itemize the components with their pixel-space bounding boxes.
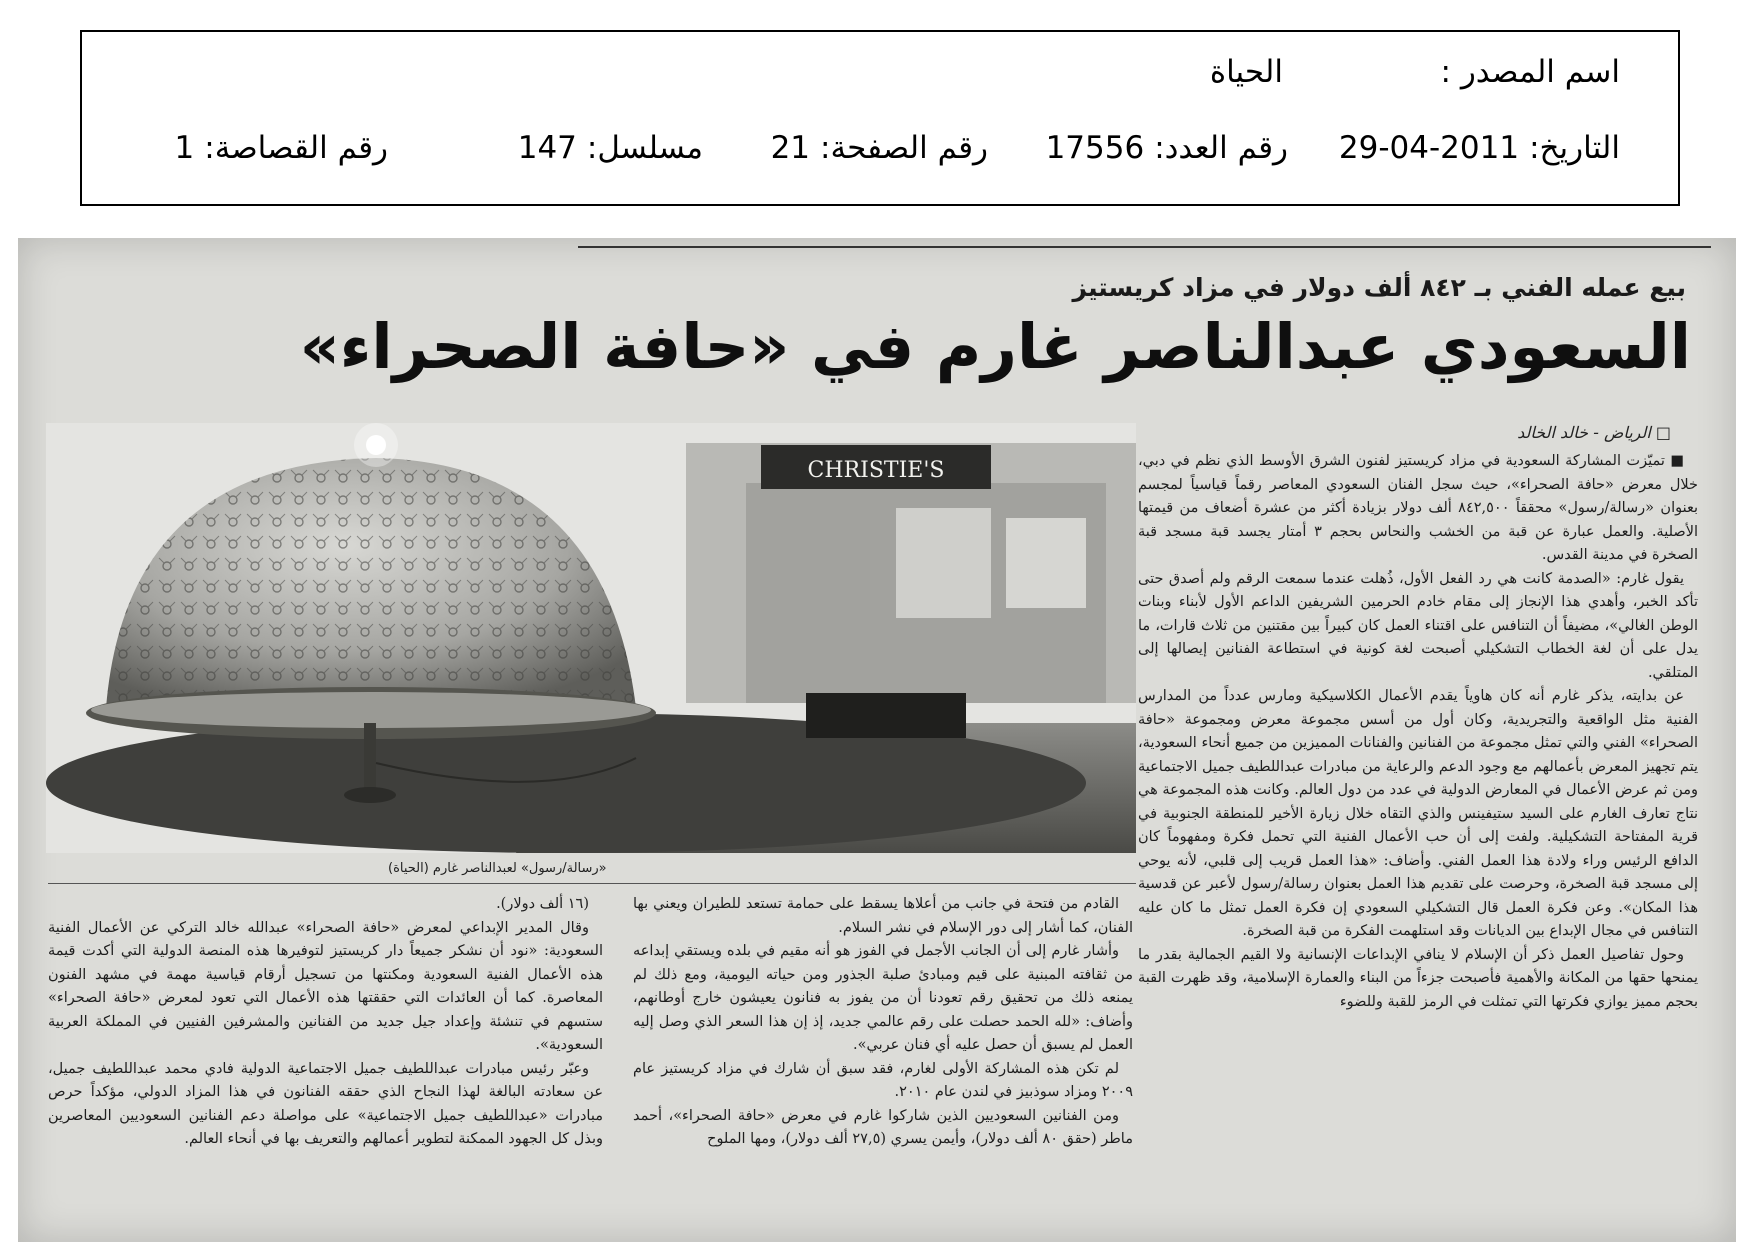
dome-sculpture-photo (46, 423, 1136, 853)
col2-paragraph: القادم من فتحة في جانب من أعلاها يسقط على حمامة تستعد للطيران ويعني بها الفنان، كما أشار إلى دور الإسلام في نشر السلام. (633, 896, 1133, 936)
caption-rule (48, 883, 1136, 884)
article-kicker: بيع عمله الفني بـ ٨٤٢ ألف دولار في مزاد كريستيز (1072, 273, 1686, 302)
page-field (771, 130, 988, 166)
newspaper-clipping (18, 238, 1736, 1242)
source-row (82, 54, 1678, 94)
top-rule (578, 246, 1711, 248)
clip-value: 1 (174, 130, 195, 166)
col2-paragraph: ومن الفنانين السعوديين الذين شاركوا غارم في معرض «حافة الصحراء»، أحمد ماطر (حقق ٨٠ ألف دولار)، وأيمن يسري (٢٧,٥ ألف دولار)، ومها الملوح (633, 1107, 1133, 1147)
article-column-3 (48, 893, 603, 1218)
article-column-1 (1138, 450, 1698, 1220)
source-info-box (80, 30, 1680, 206)
col2-paragraph: وأشار غارم إلى أن الجانب الأجمل في الفوز هو أنه مقيم في بلده ويستقي إبداعه من ثقافته المبنية على قيم ومبادئ صلبة الجذور ومن حياته اليومية، ومع ذلك لم يمنعه ذلك من تحقيق رقم تعودنا أن من يفوز به فنانون يعيشون خارج أوطانهم، وأضاف: «لله الحمد حصلت على رقم عالمي جديد، إذ إن هذا السعر الذي وصل إليه العمل لم يسبق أن حصل عليه أي فنان عربي». (633, 943, 1133, 1053)
col3-paragraph: وعبّر رئيس مبادرات عبداللطيف جميل الاجتماعية الدولية فادي محمد عبداللطيف جميل، عن سعادته البالغة لهذا النجاح الذي حققه الفنانون في هذا المزاد الدولي، مؤكداً حرص مبادرات «عبداللطيف جميل الاجتماعية» على مواصلة دعم الفنانين السعوديين المعاصرين وبذل كل الجهود الممكنة لتطوير أعمالهم والتعريف بها في أنحاء العالم. (48, 1060, 603, 1147)
clip-field (175, 130, 388, 166)
col3-paragraph: (١٦ ألف دولار). (496, 896, 589, 912)
serial-label: مسلسل: (586, 130, 703, 166)
issue-value: 17556 (1045, 130, 1145, 166)
page-label: رقم الصفحة: (820, 130, 988, 166)
date-value: 2011-04-29 (1338, 130, 1520, 166)
page-value: 21 (770, 130, 811, 166)
meta-row (82, 130, 1678, 170)
article-byline: □ الرياض - خالد الخالد (1517, 423, 1671, 442)
date-field (1339, 130, 1620, 166)
col1-paragraph: وحول تفاصيل العمل ذكر أن الإسلام لا ينافي الإبداعات الإنسانية ولا القيم الجمالية بقدر ما يمنحها حقها من المكانة والأهمية فأصبحت جزءاً من البناء والعمارة الإسلامية، وقد ظهرت القبة بحجم مميز يوازي فكرتها التي تمثلت في الرمز للقبة وللضوء (1138, 946, 1698, 1010)
col1-paragraph: عن بدايته، يذكر غارم أنه كان هاوياً يقدم الأعمال الكلاسيكية ومارس عدداً من المدارس الفنية مثل الواقعية والتجريدية، وكان أول من أسس مجموعة معرض ومجموعة «حافة الصحراء» الفني والتي تمثل مجموعة من الفنانين والفنانات المميزين من جميع أنحاء السعودية، يتم تجهيز المعرض بأعمالهم مع وجود الدعم والرعاية من مبادرات عبداللطيف جميل الاجتماعية ومن ثم عرض الأعمال في المعارض الدولية في عدد من دول العالم. وكانت هذه المجموعة هي نتاج تعارف الغارم على السيد ستيفينس والذي التقاه خلال زيارة الأخير للمنطقة الجنوبية في قرية المفتاحة التشكيلية. ولفت إلى أن حب الأعمال الفنية التي تحمل فكرة ومفهوماً كان الدافع الرئيس وراء ولادة هذا العمل الفني. وأضاف: «هذا العمل قريب إلى قلبي، لأنه يوحي إلى مسجد قبة الصخرة، وحرصت على تقديم هذا العمل بعنوان رسالة/رسول لأعبر عن قدسية هذا المكان». وعن فكرة العمل قال التشكيلي السعودي إن فكرة العمل تمثل ما كان عليه التنافس في مجال الإبداع بين الديانات وقد استلهمت الفكرة من قبة الصخرة. (1138, 688, 1698, 939)
article-headline: السعودي عبدالناصر غارم في «حافة الصحراء» (299, 310, 1691, 383)
col2-paragraph: لم تكن هذه المشاركة الأولى لغارم، فقد سبق أن شارك في مزاد كريستيز عام ٢٠٠٩ ومزاد سوذبيز في لندن عام ٢٠١٠. (633, 1060, 1133, 1100)
col1-paragraph: ■ تميّزت المشاركة السعودية في مزاد كريستيز لفنون الشرق الأوسط الذي نظم في دبي، خلال معرض «حافة الصحراء»، حيث سجل الفنان السعودي المعاصر رقماً قياسياً لمجسم بعنوان «رسالة/رسول» محققاً ٨٤٢,٥٠٠ ألف دولار بزيادة أكثر من عشرة أضعاف من قيمتها الأصلية. والعمل عبارة عن قبة من الخشب والنحاس بحجم ٣ أمتار يجسد قبة مسجد قبة الصخرة في مدينة القدس. (1138, 453, 1698, 563)
col1-paragraph: يقول غارم: «الصدمة كانت هي رد الفعل الأول، ذُهلت عندما سمعت الرقم ولم أصدق حتى تأكد الخبر، وأهدي هذا الإنجاز إلى مقام خادم الحرمين الشريفين الداعم الأول لأبناء وبنات الوطن الغالي»، مضيفاً أن التنافس على اقتناء العمل كان كبيراً بين مقتنين من ثلاث قارات، ما يدل على أن لغة الخطاب التشكيلي أصبحت لغة كونية في استطاعة الفنانين إيصالها إلى المتلقي. (1138, 570, 1698, 681)
source-value: الحياة (1209, 54, 1283, 90)
issue-label: رقم العدد: (1154, 130, 1288, 166)
col3-paragraph: وقال المدير الإبداعي لمعرض «حافة الصحراء» عبدالله خالد التركي عن الأعمال الفنية السعودية: «نود أن نشكر جميعاً دار كريستيز لتوفيرها هذه المنصة الدولية التي أكدت قيمة هذه الأعمال الفنية السعودية ومكنتها من تسجيل أرقام قياسية مهمة في مشهد الفنون المعاصرة. كما أن العائدات التي حققتها هذه الأعمال التي تعود لمعرض «حافة الصحراء» ستسهم في تنشئة وإعداد جيل جديد من الفنانين والمشرفين الفنيين في المملكة العربية السعودية». (48, 919, 603, 1053)
article-column-2 (633, 893, 1133, 1218)
clip-label: رقم القصاصة: (204, 130, 388, 166)
article-photo (46, 423, 1136, 853)
date-label: التاريخ: (1529, 130, 1620, 166)
photo-caption: «رسالة/رسول» لعبدالناصر غارم (الحياة) (388, 861, 607, 876)
serial-value: 147 (517, 130, 577, 166)
source-label: اسم المصدر : (1440, 54, 1620, 90)
issue-field (1046, 130, 1288, 166)
serial-field (518, 130, 703, 166)
christies-logo: CHRISTIE'S (807, 458, 945, 483)
